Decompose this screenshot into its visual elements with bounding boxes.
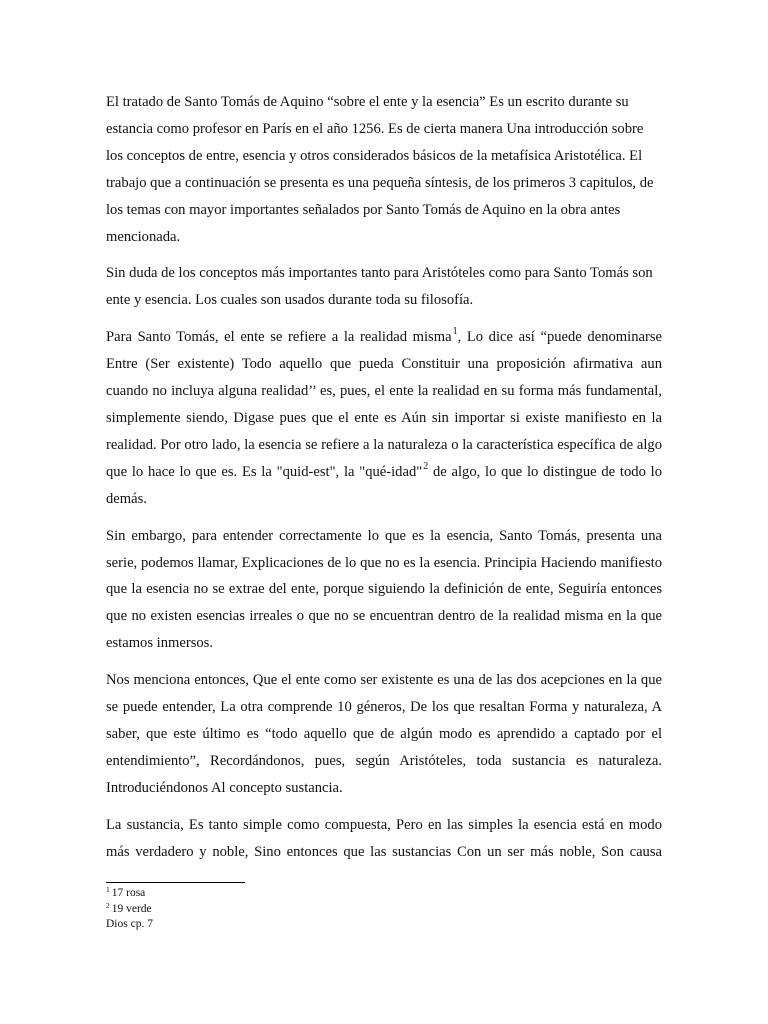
paragraph-acepciones [106, 667, 662, 802]
footnote-marker: 1 [106, 885, 110, 894]
paragraph-text: Sin embargo, para entender correctamente lo que es la esencia, Santo Tomás, presenta una serie, podemos llamar, Explicaciones de lo que no es la esencia. Principia Haciendo manifiesto que la esencia no se extrae del ente, porque siguiendo la definición de ente, Seguiría entonces que no existen esencias irreales o que no se encuentran dentro de la realidad misma en la que estamos inmersos. [106, 527, 662, 652]
footnote-text: Dios cp. 7 [106, 918, 153, 930]
footnote-text: 19 verde [111, 902, 152, 915]
paragraph-ente-esencia [106, 260, 662, 314]
footnote-item [106, 886, 406, 902]
document-body [106, 89, 662, 875]
paragraph-explicaciones [106, 523, 662, 658]
paragraph-text: de algo, lo que lo distingue de todo lo demás. [106, 463, 662, 507]
paragraph-definicion-ente [106, 324, 662, 512]
paragraph-text: Para Santo Tomás, el ente se refiere a la realidad misma [106, 329, 452, 346]
footnote-item [106, 917, 406, 933]
paragraph-text: El tratado de Santo Tomás de Aquino “sobre el ente y la esencia” Es un escrito durante su estancia como profesor en París en el año 1256. Es de cierta manera Una introducción sobre los conceptos de entre, esencia y otros considerados básicos de la metafísica Aristotélica. El trabajo que a continuación se presenta es una pequeña síntesis, de los primeros 3 capitulos, de los temas con mayor importantes señalados por Santo Tomás de Aquino en la obra antes mencionada. [106, 94, 654, 245]
paragraph-intro [106, 89, 662, 250]
paragraph-text: Nos menciona entonces, Que el ente como ser existente es una de las dos acepciones en la que se puede entender, La otra comprende 10 géneros, De los que resaltan Forma y naturaleza, A saber, que este último es “todo aquello que de algún modo es aprendido a captado por el entendimiento”, Recordándonos, pues, según Aristóteles, toda sustancia es naturaleza. Introduciéndonos Al concepto sustancia. [106, 672, 662, 796]
paragraph-text: Sin duda de los conceptos más importantes tanto para Aristóteles como para Santo Tomás son ente y esencia. Los cuales son usados durante toda su filosofía. [106, 265, 653, 309]
paragraph-text: , Lo dice así “puede denominarse Entre (Ser existente) Todo aquello que pueda Constituir una proposición afirmativa aun cuando no incluya alguna realidad’’ es, pues, el ente la realidad en su forma más fundamental, simplemente siendo, Digase pues que el ente es Aún sin importar si existe manifiesto en la realidad. Por otro lado, la esencia se refiere a la naturaleza o la característica específica de algo que lo hace lo que es. Es la "quid-est", la "qué-idad" [106, 329, 662, 480]
footnote-item [106, 902, 406, 918]
paragraph-text: La sustancia, Es tanto simple como compuesta, Pero en las simples la esencia está en modo más verdadero y noble, Sino entonces que las sustancias Con un ser más noble, Son causa [106, 816, 662, 860]
footnote-text: 17 rosa [111, 887, 146, 899]
footnotes [106, 886, 406, 933]
footnote-reference: 1 [452, 326, 458, 338]
footnote-separator [106, 882, 245, 883]
paragraph-sustancia [106, 812, 662, 866]
footnote-marker: 2 [106, 900, 110, 910]
footnote-reference: 2 [423, 460, 429, 472]
